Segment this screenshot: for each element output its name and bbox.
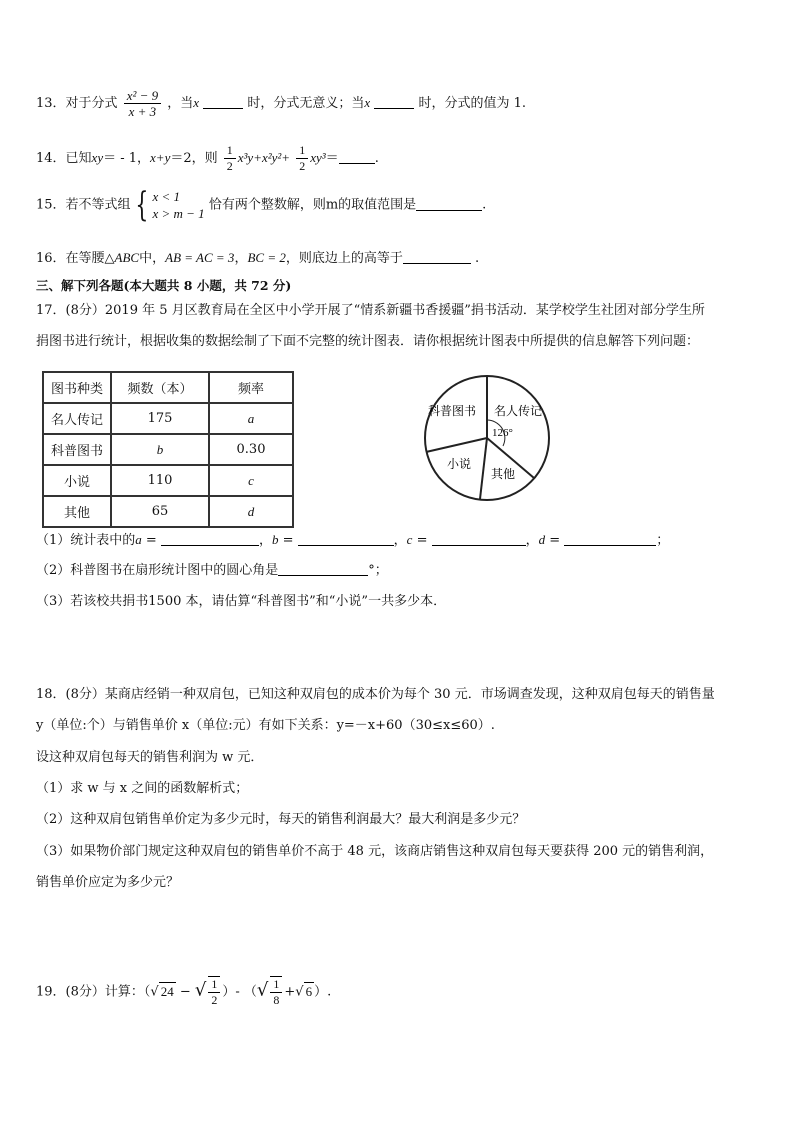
q18-line-3: 设这种双肩包每天的销售利润为 w 元． <box>36 750 264 765</box>
q19-prefix: 19．(8分）计算：（ <box>36 984 151 1000</box>
table-cell: 其他 <box>43 496 111 527</box>
answer-blank[interactable] <box>416 198 482 211</box>
table-cell: c <box>209 465 293 496</box>
sqrt-icon: √ <box>256 979 269 1001</box>
table-cell: 65 <box>111 496 209 527</box>
q17-eq: = <box>412 533 432 548</box>
q13-end: . <box>521 96 527 111</box>
q13-numerator: x² − 9 <box>124 88 161 104</box>
q17-var-b: b <box>271 532 279 547</box>
q14-term1: x³y+x²y²+ <box>237 150 291 165</box>
q17-sub2-text: （2）科普图书在扇形统计图中的圆心角是 <box>36 563 279 578</box>
q13-value: 1 <box>513 96 522 111</box>
q16-eq2: BC = 2 <box>247 250 286 265</box>
q17-line-2: 捐图书进行统计，根据收集的数据绘制了下面不完整的统计图表．请你根据统计图表中所提供的信息解答下列问题： <box>36 334 700 349</box>
q18-line-1: 18．(8分）某商店经销一种双肩包，已知这种双肩包的成本价为每个 30 元．市场调查发现，这种双肩包每天的销售量 <box>36 687 715 702</box>
q16-mid2: ，则底边上的高等于 <box>285 251 403 266</box>
table-header-row <box>43 372 293 403</box>
question-14 <box>36 143 379 174</box>
q14-prefix: 14．已知 <box>36 151 92 166</box>
q16-end: . <box>475 251 480 266</box>
q14-half-den-2: 2 <box>299 159 306 173</box>
table-cell: 名人传记 <box>43 403 111 434</box>
pie-angle-label: 126° <box>492 427 513 439</box>
q17-sub2-end: °； <box>368 563 388 578</box>
q17-sep: ， <box>258 533 272 548</box>
table-cell: 科普图书 <box>43 434 111 465</box>
table-row <box>43 434 293 465</box>
q15-ineq1: x < 1 <box>152 189 181 204</box>
sqrt-icon: √ <box>295 984 304 1000</box>
pie-label-other: 其他 <box>491 467 516 481</box>
q19-frac1-den: 2 <box>211 993 218 1007</box>
q17-eq: = <box>141 533 161 548</box>
q17-eq: = <box>545 533 565 548</box>
table-cell: b <box>111 434 209 465</box>
q16-comma: ， <box>234 251 248 266</box>
table-cell: d <box>209 496 293 527</box>
q14-half-num-2: 1 <box>296 143 308 159</box>
q14-end: . <box>374 151 379 166</box>
q19-radicand-4: 6 <box>305 983 313 999</box>
q14-half-2 <box>296 143 308 174</box>
q18-sub-3b: 销售单价应定为多少元？ <box>36 875 180 890</box>
table-cell: 110 <box>111 465 209 496</box>
answer-blank[interactable] <box>203 96 243 109</box>
q17-var-d: d <box>538 532 546 547</box>
q17-sub-3: （3）若该校共捐书1500 本，请估算“科普图书”和“小说”一共多少本． <box>36 594 447 609</box>
question-16 <box>36 249 479 268</box>
q19-frac-1 <box>208 976 220 1008</box>
answer-blank-b[interactable] <box>298 533 394 546</box>
q19-frac2-num: 1 <box>270 977 282 993</box>
table-row <box>43 496 293 527</box>
answer-blank[interactable] <box>339 151 375 164</box>
pie-chart <box>412 368 562 508</box>
table-row <box>43 465 293 496</box>
q14-half-num: 1 <box>224 143 236 159</box>
q19-minus: − <box>179 984 191 1000</box>
q16-eq1: AB = AC = 3 <box>165 250 235 265</box>
table-header: 图书种类 <box>43 372 111 403</box>
q15-system <box>152 188 204 222</box>
table-cell: 0.30 <box>209 434 293 465</box>
q19-radicand-1: 24 <box>160 983 174 999</box>
q13-text-2: 时，分式无意义；当 <box>247 96 365 111</box>
q17-var-c: c <box>406 532 413 547</box>
sqrt-icon: √ <box>150 984 159 1000</box>
q17-line-1: 17．(8分）2019 年 5 月区教育局在全区中小学开展了“情系新疆书香援疆”捐书活动．某学校学生社团对部分学生所 <box>36 303 705 318</box>
section-heading: 三、解下列各题(本大题共 8 小题，共 72 分) <box>36 278 292 293</box>
answer-blank[interactable] <box>403 251 471 264</box>
q19-frac2-den: 8 <box>273 993 280 1007</box>
q16-tri: ABC <box>114 250 140 265</box>
q13-text: ，当 <box>167 96 194 111</box>
question-13 <box>36 88 526 119</box>
q13-fraction <box>124 88 161 119</box>
stat-table <box>42 371 294 528</box>
q17-sep: ， <box>525 533 539 548</box>
q13-prefix: 13．对于分式 <box>36 96 118 111</box>
answer-blank-a[interactable] <box>161 533 259 546</box>
table-header: 频数（本） <box>111 372 209 403</box>
q14-cond2: x+y <box>150 150 171 165</box>
q15-end: . <box>482 197 487 213</box>
answer-blank-c[interactable] <box>432 533 526 546</box>
q14-cond1: xy <box>91 150 104 165</box>
q17-sub-1 <box>36 531 669 550</box>
question-15 <box>36 185 487 225</box>
q16-prefix: 16．在等腰△ <box>36 251 115 266</box>
q13-var-1: x <box>193 95 200 110</box>
q14-half-den: 2 <box>226 159 233 173</box>
pie-divider <box>480 438 487 499</box>
q14-eq: ＝ <box>325 151 339 166</box>
q17-sub-2 <box>36 562 388 580</box>
q19-frac-2 <box>270 976 282 1008</box>
q16-mid1: 中， <box>139 251 166 266</box>
q14-term2: xy³ <box>310 150 326 165</box>
q17-end1: ； <box>656 533 670 548</box>
q18-line-2: y（单位:个）与销售单价 x（单位:元）有如下关系：y=－x+60（30≤x≤60）. <box>36 718 495 733</box>
q14-cond1-val: ＝ - 1， <box>103 151 151 166</box>
q14-cond2-val: ＝2，则 <box>170 151 218 166</box>
q13-text-3: 时，分式的值为 <box>418 96 510 111</box>
answer-blank-d[interactable] <box>564 533 656 546</box>
answer-blank[interactable] <box>278 563 368 576</box>
table-cell: 小说 <box>43 465 111 496</box>
answer-blank[interactable] <box>374 96 414 109</box>
q15-text: 恰有两个整数解，则m的取值范围是 <box>208 197 417 213</box>
q15-prefix: 15．若不等式组 <box>36 197 131 213</box>
pie-divider <box>426 438 487 452</box>
pie-label-biography: 名人传记 <box>494 404 543 418</box>
table-cell: 175 <box>111 403 209 434</box>
q19-plus: + <box>284 984 296 1000</box>
q19-frac1-num: 1 <box>208 977 220 993</box>
q18-sub-2: （2）这种双肩包销售单价定为多少元时，每天的销售利润最大？最大利润是多少元？ <box>36 812 526 827</box>
pie-label-novel: 小说 <box>447 457 472 471</box>
q18-sub-1: （1）求 w 与 x 之间的函数解析式； <box>36 781 249 796</box>
table-cell: a <box>209 403 293 434</box>
q19-mid: ）- （ <box>222 984 257 1000</box>
table-header: 频率 <box>209 372 293 403</box>
q17-sub1-prefix: （1）统计表中的 <box>36 533 136 548</box>
pie-label-science: 科普图书 <box>428 404 477 418</box>
q19-end: ）. <box>314 984 332 1000</box>
q18-sub-3a: （3）如果物价部门规定这种双肩包的销售单价不高于 48 元，该商店销售这种双肩包每天要获得 200 元的销售利润， <box>36 844 714 859</box>
q14-half-1 <box>224 143 236 174</box>
q17-var-a: a <box>135 532 142 547</box>
q17-eq: = <box>278 533 298 548</box>
table-row <box>43 403 293 434</box>
brace-icon: { <box>135 185 148 225</box>
q13-denominator: x + 3 <box>128 104 157 119</box>
q15-ineq2: x > m − 1 <box>152 206 205 221</box>
question-19 <box>36 976 331 1008</box>
sqrt-icon: √ <box>194 979 207 1001</box>
q17-sep: ， <box>393 533 407 548</box>
q13-var-2: x <box>364 95 371 110</box>
